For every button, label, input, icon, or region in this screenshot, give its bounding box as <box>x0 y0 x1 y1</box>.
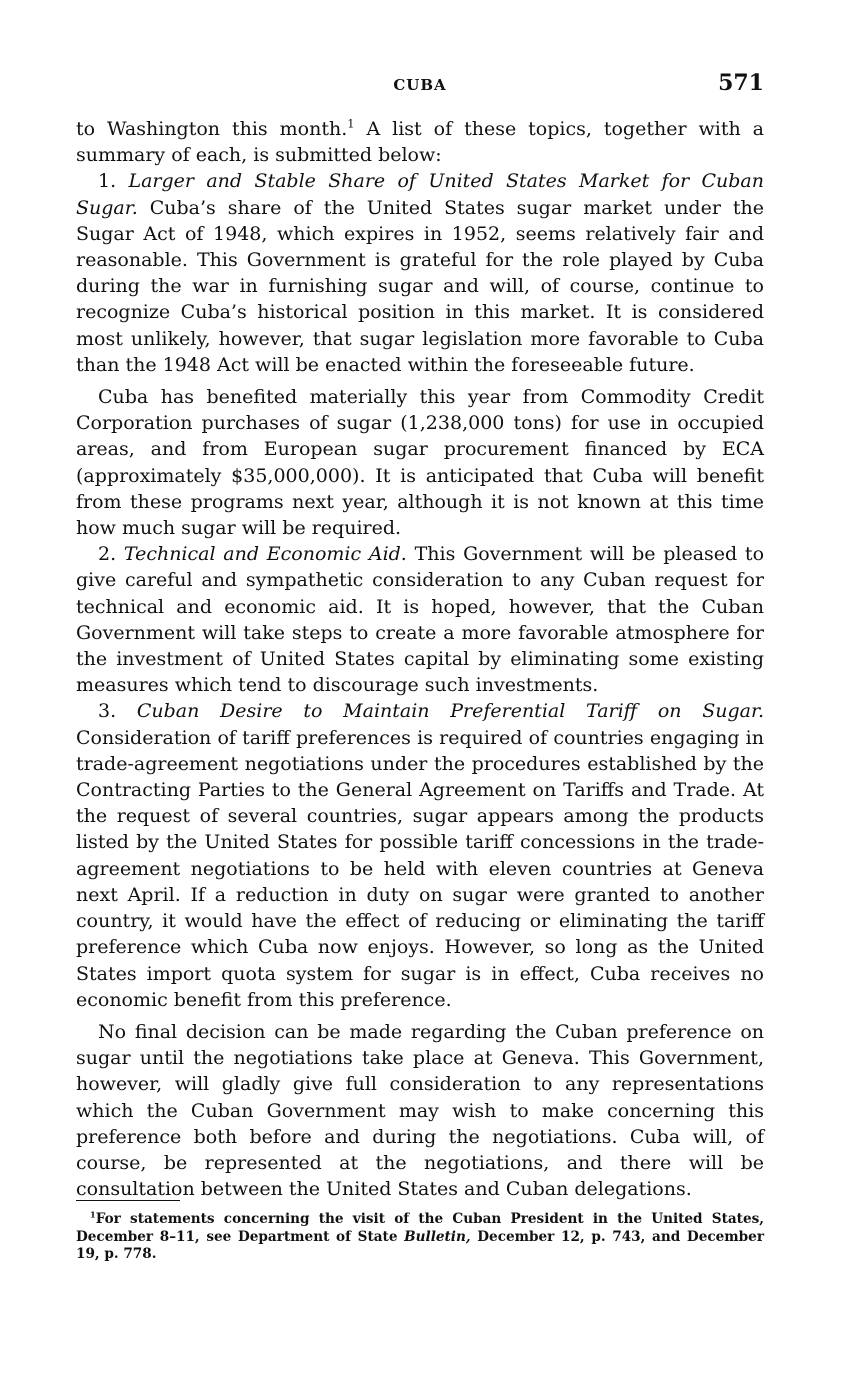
footnote-marker: 1 <box>90 1209 96 1220</box>
paragraph-item-2 <box>76 541 764 698</box>
paragraph-geneva-decision <box>76 1019 764 1202</box>
item-title: Technical and Economic Aid. <box>123 543 407 566</box>
footnote-divider <box>76 1200 180 1201</box>
paragraph-text: This Government will be pleased to give careful and sympathetic consideration to any Cuban request for technical and economic aid. It is hoped, however, that the Cuban Government will take steps to create a more favorable atmosphere for the investment of United States capital by eliminating some existing measures which tend to discourage such investments. <box>76 543 765 697</box>
paragraph-text: Consideration of tariff preferences is required of countries engaging in trade-agreement negotiations under the procedures established by the Contracting Parties to the General Agreement on Tariffs and Trade. At the request of several countries, sugar appears among the products listed by the United States for possible tariff concessions in the trade-agreement negotiations to be held with eleven countries at Geneva next April. If a reduction in duty on sugar were granted to another country, it would have the effect of reducing or eliminating the tariff preference which Cuba now enjoys. However, so long as the United States import quota system for sugar is in effect, Cuba receives no economic benefit from this preference. <box>76 726 764 1011</box>
item-number: 2. <box>98 543 124 566</box>
paragraph-text: Cuba’s share of the United States sugar market under the Sugar Act of 1948, which expires in 1952, seems relatively fair and reasonable. This Government is grateful for the role played by Cuba during the war in furnishing sugar and will, of course, continue to recognize Cuba’s historical position in this market. It is considered most unlikely, however, that sugar legislation more favorable to Cuba than the 1948 Act will be enacted within the foreseeable future. <box>76 196 764 376</box>
item-number: 3. <box>98 700 137 723</box>
running-head: CUBA <box>393 76 447 94</box>
body-text <box>76 116 764 1202</box>
paragraph-text: Cuba has benefited materially this year from Commodity Credit Corporation purchases of sugar (1,238,000 tons) for use in occupied areas, and from European sugar procurement financed by ECA (approximately $35,000,000). It is anticipated that Cuba will benefit from these programs next year, although it is not known at this time how much sugar will be required. <box>76 386 764 540</box>
footnote-text: For statements concerning the visit of the Cuban President in the United States, December 8–11, see Department of State <box>76 1211 764 1245</box>
paragraph-item-3 <box>76 698 764 1012</box>
item-title: Larger and Stable Share of United States Market for Cuban Sugar. <box>76 170 764 219</box>
item-title: Cuban Desire to Maintain Preferential Tariff on Sugar. <box>136 700 765 723</box>
page-number: 571 <box>718 70 764 96</box>
footnote-reference[interactable]: 1 <box>347 116 355 131</box>
paragraph-item-1 <box>76 168 764 378</box>
paragraph-ccc-purchases <box>76 384 764 541</box>
item-number: 1. <box>98 170 129 193</box>
footnote-text: December 12, p. 743, and December 19, p. 778. <box>76 1228 764 1262</box>
paragraph-text: A list of these topics, together with a summary of each, is submitted below: <box>76 118 764 167</box>
page-header <box>76 70 764 100</box>
paragraph-text: No final decision can be made regarding the Cuban preference on sugar until the negotiations take place at Geneva. This Government, however, will gladly give full consideration to any representations which the Cuban Government may wish to make concerning this preference both before and during the negotiations. Cuba will, of course, be represented at the negotiations, and there will be consultation between the United States and Cuban delegations. <box>76 1020 764 1201</box>
footnote-italic: Bulletin, <box>404 1228 471 1245</box>
footnote <box>76 1211 764 1264</box>
paragraph-text: to Washington this month. <box>76 118 348 140</box>
paragraph-continuation <box>76 116 764 168</box>
